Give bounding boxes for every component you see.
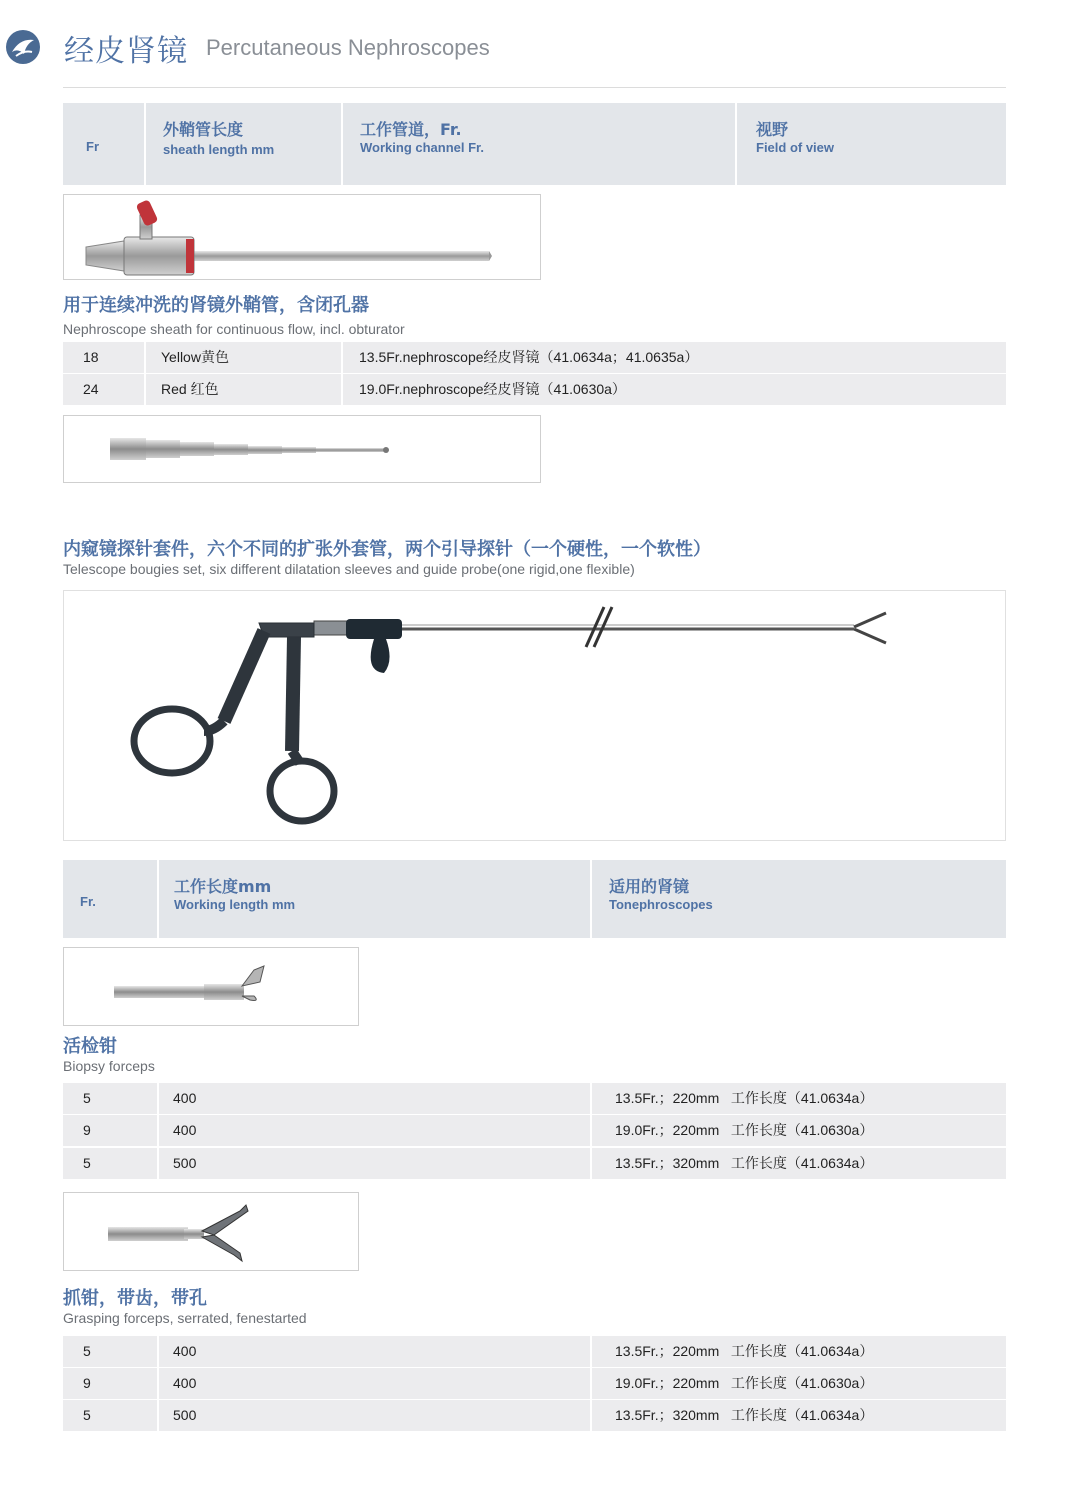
sheath-image: [63, 194, 541, 280]
page-title-en: Percutaneous Nephroscopes: [206, 35, 490, 60]
cell-length: 400: [173, 1343, 197, 1359]
cell-fr: 9: [83, 1122, 91, 1138]
cell-length: 400: [173, 1375, 197, 1391]
bougie-set-image: [63, 415, 541, 483]
product1-caption-en: Nephroscope sheath for continuous flow, incl. obturator: [63, 321, 405, 337]
table2-header: [63, 860, 1006, 938]
product1-caption-zh: 用于连续冲洗的肾镜外鞘管，含闭孔器: [63, 295, 369, 316]
table-row: [63, 1400, 1006, 1431]
col-channel-zh: 工作管道，Fr.: [360, 120, 462, 139]
cell-fr: 5: [83, 1343, 91, 1359]
product4-caption-zh: 抓钳，带齿，带孔: [63, 1288, 207, 1309]
cell-scope: 13.5Fr.；320mm 工作长度（41.0634a）: [615, 1407, 874, 1423]
biopsy-forceps-image: [63, 947, 359, 1026]
cell-fr: 5: [83, 1155, 91, 1171]
table-row: [63, 1336, 1006, 1367]
col-fov-en: Field of view: [756, 140, 835, 155]
cell-fr: 5: [83, 1407, 91, 1423]
cell-length: 400: [173, 1122, 197, 1138]
grasping-forceps-image: [63, 1192, 359, 1271]
cell-color: Yellow黄色: [161, 349, 229, 365]
table-row: [63, 1083, 1006, 1114]
product4-caption-en: Grasping forceps, serrated, fenestarted: [63, 1310, 307, 1326]
product3-caption-en: Biopsy forceps: [63, 1058, 155, 1074]
cell-length: 500: [173, 1155, 197, 1171]
cell-fr: 18: [83, 349, 99, 365]
cell-fr: 9: [83, 1375, 91, 1391]
cell-scope: 13.5Fr.；220mm 工作长度（41.0634a）: [615, 1090, 874, 1106]
cell-scope: 19.0Fr.；220mm 工作长度（41.0630a）: [615, 1375, 874, 1391]
cell-length: 400: [173, 1090, 197, 1106]
table-row: [63, 1368, 1006, 1399]
cell-color: Red 红色: [161, 381, 219, 397]
col-fr-label: Fr.: [80, 894, 96, 909]
table-row: [63, 374, 1006, 405]
table-row: [63, 1148, 1006, 1179]
page-title-zh: 经皮肾镜: [64, 34, 188, 69]
cell-scope: 13.5Fr.nephroscope经皮肾镜（41.0634a；41.0635a）: [359, 349, 699, 365]
cell-scope: 13.5Fr.；220mm 工作长度（41.0634a）: [615, 1343, 874, 1359]
cell-fr: 24: [83, 381, 99, 397]
header-divider: [63, 87, 1006, 88]
col-sheath-en: sheath length mm: [163, 142, 275, 157]
col-fov-zh: 视野: [756, 120, 789, 139]
table-row: [63, 1115, 1006, 1146]
product3-caption-zh: 活检钳: [63, 1036, 117, 1057]
cell-scope: 13.5Fr.；320mm 工作长度（41.0634a）: [615, 1155, 874, 1171]
product2-caption-en: Telescope bougies set, six different dilatation sleeves and guide probe(one rigid,one flexible): [63, 561, 635, 577]
table-row: [63, 342, 1006, 373]
cell-scope: 19.0Fr.；220mm 工作长度（41.0630a）: [615, 1122, 874, 1138]
product2-caption-zh: 内窥镜探针套件，六个不同的扩张外套管，两个引导探针（一个硬性，一个软性）: [63, 539, 711, 560]
col-nephroscope-zh: 适用的肾镜: [609, 877, 690, 896]
col-sheath-zh: 外鞘管长度: [163, 120, 244, 139]
col-channel-en: Working channel Fr.: [360, 140, 485, 155]
cell-scope: 19.0Fr.nephroscope经皮肾镜（41.0630a）: [359, 381, 626, 397]
cell-length: 500: [173, 1407, 197, 1423]
brand-logo: [6, 30, 40, 64]
cell-fr: 5: [83, 1090, 91, 1106]
col-working-length-en: Working length mm: [174, 897, 296, 912]
forceps-illustration: [63, 590, 1006, 841]
col-nephroscope-en: Tonephroscopes: [609, 897, 713, 912]
col-fr-label: Fr: [86, 139, 99, 154]
table1-header: [63, 103, 1006, 185]
col-working-length-zh: 工作长度mm: [174, 877, 272, 896]
